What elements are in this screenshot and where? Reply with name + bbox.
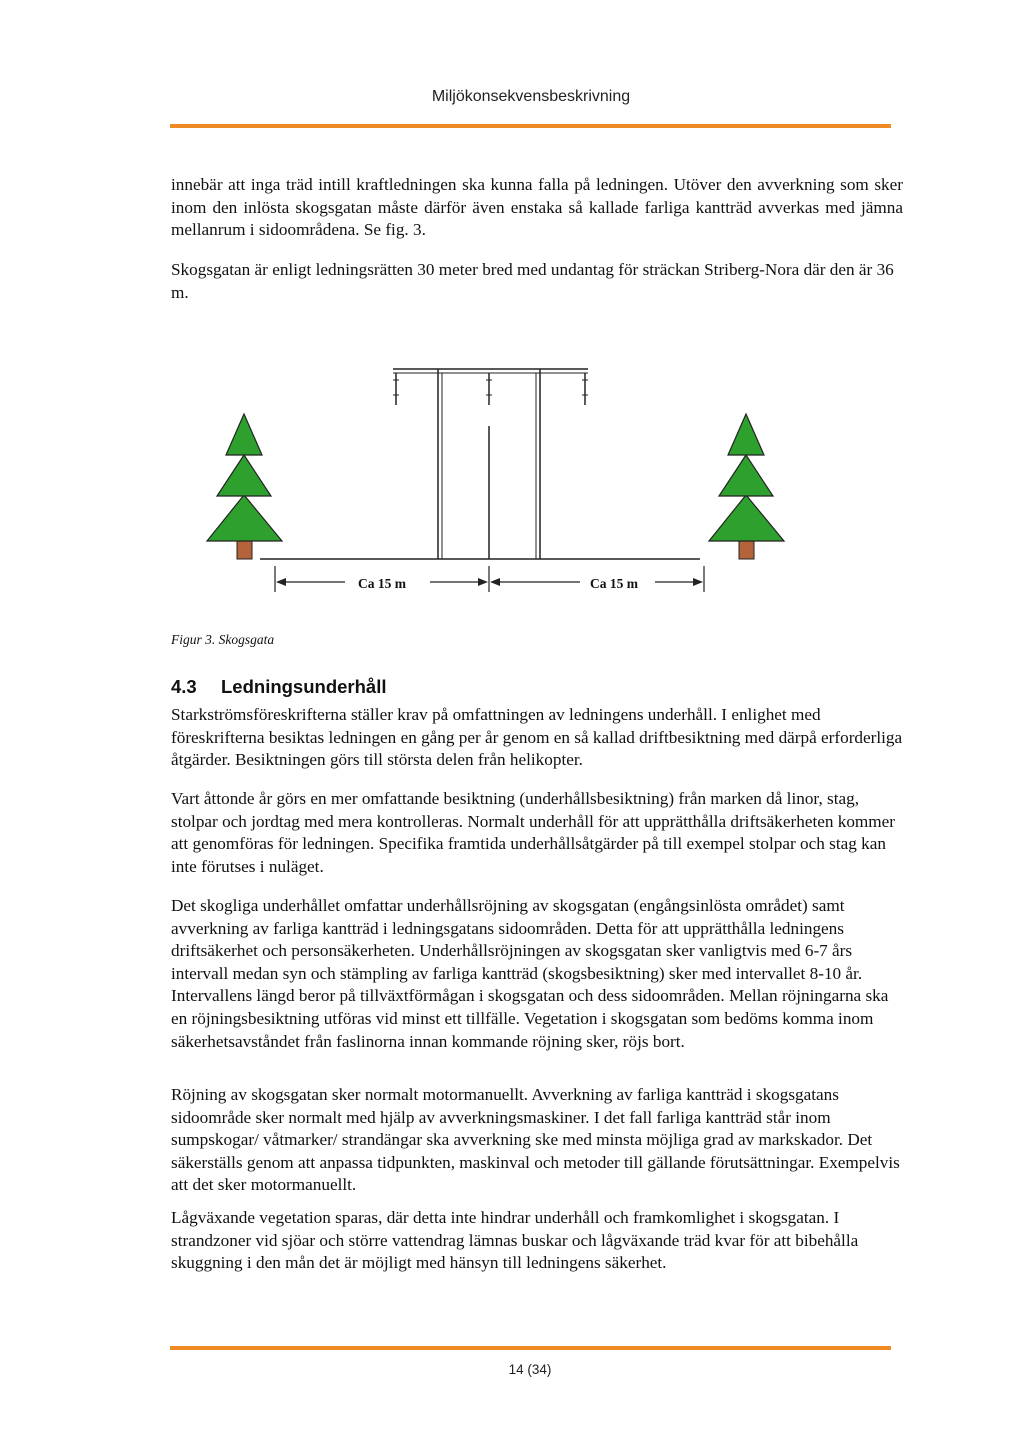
section-heading xyxy=(171,676,386,698)
left-tree-top-tier xyxy=(226,414,262,455)
section-paragraph-3: Det skogliga underhållet omfattar underhållsröjning av skogsgatan (engångsinlösta området) samt avverkning av farliga kantträd i ledningsgatans sidoområden. Detta för att upprätthålla ledningens driftsäkerhet och personsäkerheten. Underhållsröjningen av skogsgatan sker vanligtvis med 6-7 års intervall medan syn och stämpling av farliga kantträd (skogsbesiktning) sker med intervallet 8-10 år. Intervallens längd beror på tillväxtförmågan i skogsgatan och dess sidoområden. Mellan röjningarna ska en röjningsbesiktning utföras vid minst ett tillfälle. Vegetation i skogsgatan som bedöms komma inom säkerhetsavståndet från faslinorna innan kommande röjning sker, röjs bort. xyxy=(171,896,889,1051)
section-paragraph-2: Vart åttonde år görs en mer omfattande besiktning (underhållsbesiktning) från marken då linor, stag, stolpar och jordtag med mera kontrolleras. Normalt underhåll för att upprätthålla driftsäkerheten kommer att genomföras för ledningen. Specifika framtida underhållsåtgärder på till exempel stolpar och stag kan inte förutses i nuläget. xyxy=(171,789,896,876)
left-tree-middle-tier xyxy=(217,455,271,496)
skogsgata-figure xyxy=(0,0,1024,700)
section-paragraph-5: Lågväxande vegetation sparas, där detta inte hindrar underhåll och framkomlighet i skogsgatan. I strandzoner vid sjöar och större vattendrag lämnas buskar och lågväxande träd kvar för att bibehålla skuggning i den mån det är möjligt med hänsyn till ledningens säkerhet. xyxy=(171,1208,859,1273)
section-paragraph-1: Starkströmsföreskrifterna ställer krav på omfattningen av ledningens underhåll. I enlighet med föreskrifterna besiktas ledningen en gång per år genom en så kallad driftbesiktning med därpå erforderliga åtgärder. Besiktningen görs till största delen från helikopter. xyxy=(171,705,903,770)
dimension-label-right: Ca 15 m xyxy=(590,576,638,591)
dim-arrow-left xyxy=(276,578,286,586)
dimension-lines xyxy=(275,566,704,592)
left-tree-lower-tier xyxy=(207,495,282,541)
right-tree-trunk xyxy=(739,540,754,559)
document-header-title: Miljökonsekvensbeskrivning xyxy=(431,88,631,105)
power-pole xyxy=(393,369,588,559)
left-tree xyxy=(207,414,282,559)
body-paragraph-1: innebär att inga träd intill kraftledningen ska kunna falla på ledningen. Utöver den avverkning som sker inom den inlösta skogsgatan måste därför även enstaka så kallade farliga kantträd avverkas med jämna mellanrum i sidoområdena. Se fig. 3. xyxy=(171,175,903,240)
right-tree-top-tier xyxy=(728,414,764,455)
left-tree-trunk xyxy=(237,540,252,559)
dim-arrow-center-left xyxy=(478,578,488,586)
section-title: Ledningsunderhåll xyxy=(221,676,387,697)
page-number: 14 (34) xyxy=(508,1362,552,1377)
section-paragraph-4: Röjning av skogsgatan sker normalt motormanuellt. Avverkning av farliga kantträd i skogsgatans sidoområde sker normalt med hjälp av avverkningsmaskiner. I det fall farliga kantträd står inom sumpskogar/ våtmarker/ strandängar ska avverkning ske med minsta möjliga grad av markskador. Det säkerställs genom att anpassa tidpunkten, maskinval och metoder till gällande förutsättningar. Exempelvis att det sker motormanuellt. xyxy=(171,1085,900,1195)
dimension-label-left: Ca 15 m xyxy=(358,576,406,591)
right-tree-middle-tier xyxy=(719,455,773,496)
dim-arrow-right xyxy=(693,578,703,586)
body-paragraph-2: Skogsgatan är enligt ledningsrätten 30 meter bred med undantag för sträckan Striberg-Nora där den är 36 m. xyxy=(171,260,894,302)
dim-arrow-center-right xyxy=(490,578,500,586)
figure-caption: Figur 3. Skogsgata xyxy=(171,632,275,647)
right-tree-lower-tier xyxy=(709,495,784,541)
footer-rule xyxy=(170,1346,891,1350)
right-tree xyxy=(709,414,784,559)
section-number: 4.3 xyxy=(171,676,197,697)
